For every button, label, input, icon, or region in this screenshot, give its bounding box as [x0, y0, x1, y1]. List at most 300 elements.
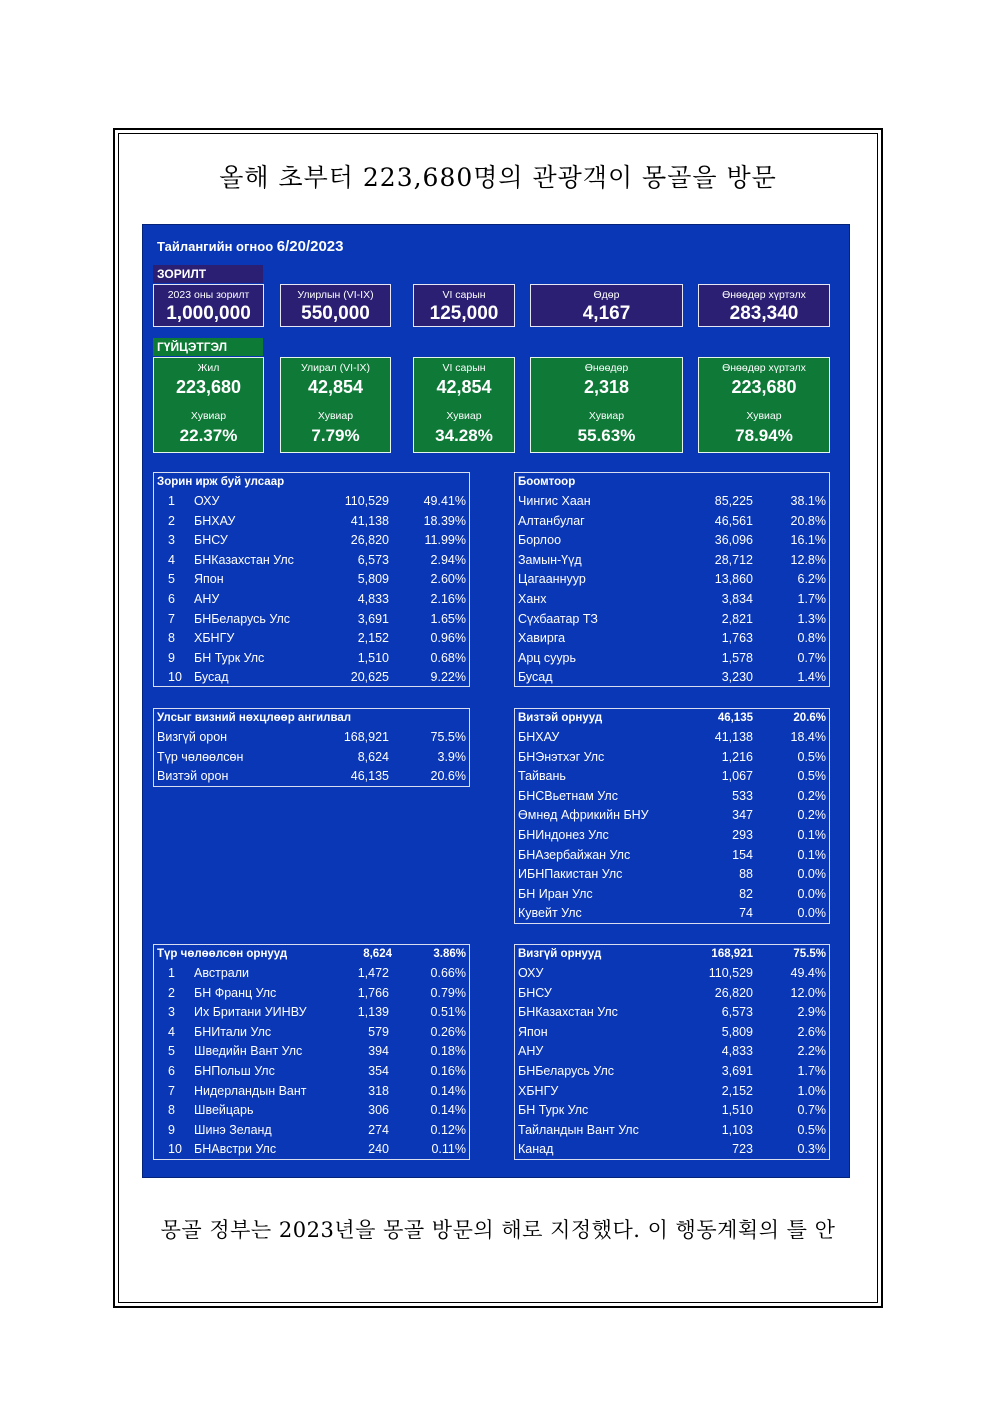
- table-header: [515, 473, 829, 492]
- table-title: Зорин ирж буй улсаар: [157, 476, 285, 488]
- row-value: 4,833: [721, 1044, 753, 1059]
- row-name: Сүхбаатар ТЗ: [518, 611, 598, 626]
- row-pct: 1.65%: [430, 611, 466, 626]
- row-pct: 20.6%: [430, 769, 466, 784]
- table-total: 8,624: [363, 948, 392, 960]
- row-name: Тайландын Вант Улс: [518, 1122, 639, 1137]
- achievement-pct-label: Хувиар: [746, 410, 782, 422]
- row-value: 347: [732, 808, 753, 823]
- achievement-label: Өнөөдөр: [584, 362, 629, 374]
- row-number: 4: [168, 1024, 175, 1039]
- table-row: [515, 551, 829, 571]
- table-row: [515, 846, 829, 866]
- row-pct: 49.4%: [790, 966, 826, 980]
- row-pct: 0.26%: [430, 1024, 466, 1039]
- table-row: [154, 570, 469, 590]
- achievement-pct-label: Хувиар: [588, 410, 625, 422]
- by-country-rows: [154, 492, 469, 688]
- row-name: ИБНПакистан Улс: [518, 867, 623, 882]
- row-name: АНУ: [194, 591, 220, 606]
- row-value: 1,472: [357, 966, 389, 980]
- row-value: 26,820: [350, 533, 389, 548]
- row-pct: 0.18%: [430, 1044, 466, 1059]
- row-value: 26,820: [714, 985, 753, 1000]
- row-pct: 20.8%: [790, 513, 826, 528]
- table-total-pct: 3.86%: [433, 948, 466, 960]
- report-date-label: Тайлангийн огноо: [157, 239, 274, 254]
- row-pct: 2.16%: [430, 591, 466, 606]
- table-header: [515, 709, 829, 728]
- row-number: 8: [168, 1103, 175, 1118]
- achievement-pct-label: Хувиар: [446, 410, 482, 422]
- row-value: 85,225: [714, 494, 753, 508]
- row-pct: 0.11%: [431, 1142, 466, 1157]
- table-row: [154, 984, 469, 1004]
- table-row: [515, 570, 829, 590]
- row-value: 13,860: [714, 572, 753, 587]
- row-pct: 2.6%: [797, 1024, 826, 1039]
- document-title: 올해 초부터 223,680명의 관광객이 몽골을 방문: [219, 163, 777, 192]
- row-pct: 0.7%: [797, 1103, 826, 1118]
- achievement-box-day: [530, 357, 683, 453]
- row-pct: 0.0%: [797, 867, 826, 882]
- table-row: [515, 728, 829, 748]
- row-name: Визгүй орон: [157, 730, 228, 744]
- table-title: Визгүй орнууд: [518, 948, 602, 960]
- table-row: [515, 767, 829, 787]
- achievement-pct: 78.94%: [735, 426, 793, 445]
- table-row: [154, 728, 469, 748]
- row-pct: 1.0%: [797, 1083, 826, 1098]
- row-value: 5,809: [357, 572, 389, 587]
- row-name: Ханх: [518, 591, 547, 606]
- achievement-value: 2,318: [583, 377, 630, 397]
- table-row: [515, 964, 829, 984]
- achievement-pct: 22.37%: [179, 426, 238, 445]
- row-name: БН Турк Улс: [518, 1103, 589, 1118]
- table-header: [154, 945, 469, 964]
- table-row: [154, 590, 469, 610]
- table-row: [154, 1042, 469, 1062]
- achievement-pct: 34.28%: [435, 426, 493, 445]
- table-total: 46,135: [717, 712, 753, 724]
- target-label: Өдөр: [593, 289, 620, 301]
- row-number: 6: [168, 591, 175, 606]
- row-value: 3,834: [721, 591, 753, 606]
- row-pct: 0.14%: [430, 1103, 466, 1118]
- row-number: 5: [168, 572, 175, 587]
- table-row: [515, 668, 829, 688]
- row-pct: 0.5%: [797, 749, 826, 764]
- checkpoints-table: [514, 472, 830, 687]
- row-pct: 0.0%: [797, 906, 826, 921]
- row-name: БНИндонез Улс: [518, 827, 609, 842]
- row-value: 6,573: [357, 552, 389, 567]
- row-number: 2: [168, 985, 175, 1000]
- row-number: 10: [168, 670, 182, 685]
- row-name: Бусад: [518, 670, 553, 685]
- table-row: [515, 649, 829, 669]
- row-name: Визтэй орон: [157, 769, 229, 784]
- row-pct: 0.16%: [430, 1063, 466, 1078]
- row-pct: 0.79%: [430, 985, 466, 1000]
- table-row: [515, 512, 829, 532]
- row-pct: 1.7%: [797, 1063, 826, 1078]
- row-value: 6,573: [721, 1005, 753, 1020]
- row-pct: 0.51%: [430, 1005, 466, 1020]
- row-number: 7: [168, 611, 175, 626]
- table-title: Визтэй орнууд: [518, 712, 603, 724]
- row-value: 1,067: [721, 769, 753, 784]
- row-value: 8,624: [357, 749, 389, 764]
- row-value: 36,096: [714, 533, 753, 548]
- table-header: [154, 473, 469, 492]
- row-name: Япон: [194, 572, 224, 587]
- row-value: 41,138: [350, 513, 389, 528]
- table-header: [154, 709, 469, 728]
- row-value: 46,135: [350, 769, 389, 784]
- table-row: [515, 1062, 829, 1082]
- target-box-season: [280, 284, 391, 327]
- report-date-value: 6/20/2023: [276, 238, 344, 255]
- target-label: Улирлын (VI-IX): [297, 289, 374, 301]
- row-name: БН Турк Улс: [194, 650, 265, 665]
- target-value: 550,000: [301, 303, 370, 324]
- row-value: 154: [732, 847, 753, 862]
- row-pct: 0.0%: [797, 886, 826, 901]
- row-name: Өмнөд Африкийн БНУ: [518, 808, 649, 823]
- table-row: [515, 1042, 829, 1062]
- row-value: 4,833: [357, 591, 389, 606]
- row-name: Япон: [518, 1024, 548, 1039]
- row-value: 533: [732, 788, 753, 803]
- row-name: Шведийн Вант Улс: [194, 1044, 303, 1059]
- table-row: [515, 1121, 829, 1141]
- row-value: 2,152: [721, 1083, 753, 1098]
- row-name: ОХУ: [518, 966, 544, 980]
- table-row: [154, 492, 469, 512]
- row-pct: 0.8%: [797, 631, 826, 646]
- row-name: ХБНГУ: [194, 631, 235, 646]
- table-row: [154, 551, 469, 571]
- achievement-label: Өнөөдөр хүртэлх: [722, 362, 806, 374]
- table-row: [154, 610, 469, 630]
- row-pct: 0.1%: [797, 827, 826, 842]
- row-name: Шинэ Зеланд: [194, 1122, 272, 1137]
- table-row: [515, 1082, 829, 1102]
- row-name: Түр чөлөөлсөн: [157, 749, 244, 764]
- achievement-box-season: [280, 357, 391, 453]
- row-name: БНСВьетнам Улс: [518, 788, 618, 803]
- table-row: [515, 865, 829, 885]
- row-name: АНУ: [518, 1044, 544, 1059]
- row-value: 110,529: [708, 966, 753, 980]
- row-name: Алтанбулаг: [518, 513, 585, 528]
- row-pct: 12.0%: [790, 985, 826, 1000]
- row-value: 5,809: [721, 1024, 753, 1039]
- row-name: Бусад: [194, 670, 229, 685]
- row-value: 110,529: [344, 494, 389, 508]
- row-value: 2,821: [721, 611, 753, 626]
- row-pct: 3.9%: [437, 749, 466, 764]
- row-value: 1,510: [357, 650, 389, 665]
- row-value: 1,766: [357, 985, 389, 1000]
- row-number: 5: [168, 1044, 175, 1059]
- row-value: 88: [739, 867, 753, 882]
- row-name: Чингис Хаан: [518, 494, 591, 508]
- row-value: 74: [739, 906, 753, 921]
- row-value: 3,691: [721, 1063, 753, 1078]
- row-pct: 0.7%: [797, 650, 826, 665]
- row-number: 10: [168, 1142, 182, 1157]
- row-number: 9: [168, 1122, 175, 1137]
- achievement-value: 223,680: [175, 377, 242, 397]
- table-row: [154, 964, 469, 984]
- row-value: 306: [368, 1103, 389, 1118]
- table-title: Улсыг визний нөхцлөөр ангилвал: [157, 712, 352, 724]
- target-box-day: [530, 284, 683, 327]
- row-value: 394: [368, 1044, 389, 1059]
- report-date: [157, 238, 344, 255]
- table-header: [515, 945, 829, 964]
- row-pct: 6.2%: [797, 572, 826, 587]
- target-value: 125,000: [429, 303, 499, 324]
- row-pct: 16.1%: [790, 533, 826, 548]
- row-name: Кувейт Улс: [518, 906, 582, 921]
- table-row: [154, 1101, 469, 1121]
- row-name: ОХУ: [194, 494, 220, 508]
- table-row: [515, 787, 829, 807]
- table-row: [154, 649, 469, 669]
- row-value: 1,139: [357, 1005, 389, 1020]
- table-row: [515, 1140, 829, 1160]
- table-row: [154, 512, 469, 532]
- temp-exempt-table: [153, 944, 470, 1160]
- row-name: БНХАУ: [194, 513, 236, 528]
- row-name: БН Франц Улс: [194, 985, 277, 1000]
- visa-free-table: [514, 944, 830, 1160]
- table-row: [154, 1023, 469, 1043]
- row-number: 1: [168, 494, 175, 508]
- row-number: 9: [168, 650, 175, 665]
- row-value: 3,691: [357, 611, 389, 626]
- table-row: [154, 1082, 469, 1102]
- table-row: [515, 492, 829, 512]
- row-name: БНЭнэтхэг Улс: [518, 749, 605, 764]
- achievement-box-month: [413, 357, 515, 453]
- table-row: [515, 885, 829, 905]
- table-row: [515, 826, 829, 846]
- row-pct: 1.4%: [797, 670, 826, 685]
- row-number: 7: [168, 1083, 175, 1098]
- achievement-pct-label: Хувиар: [317, 410, 354, 422]
- achievement-pct: 7.79%: [311, 426, 360, 445]
- row-pct: 18.4%: [790, 730, 826, 744]
- row-number: 1: [168, 966, 175, 980]
- target-value: 4,167: [582, 303, 631, 324]
- row-number: 6: [168, 1063, 175, 1078]
- row-name: Арц суурь: [518, 650, 576, 665]
- row-value: 28,712: [714, 552, 753, 567]
- row-pct: 0.14%: [430, 1083, 466, 1098]
- row-name: Тайвань: [518, 769, 566, 784]
- visa-regime-table: [153, 708, 470, 787]
- row-name: Швейцарь: [194, 1103, 254, 1118]
- row-pct: 0.12%: [430, 1122, 466, 1137]
- table-row: [154, 1062, 469, 1082]
- row-name: БНБеларусь Улс: [518, 1063, 615, 1078]
- row-pct: 1.3%: [797, 611, 826, 626]
- visa-required-table: [514, 708, 830, 924]
- achievement-label: VI сарын: [442, 362, 486, 374]
- row-number: 2: [168, 513, 175, 528]
- row-pct: 0.96%: [430, 631, 466, 646]
- row-pct: 0.68%: [430, 650, 466, 665]
- target-label: Өнөөдөр хүртэлх: [722, 289, 806, 301]
- row-pct: 2.9%: [797, 1005, 826, 1020]
- row-name: Хавирга: [518, 631, 566, 646]
- row-name: БНСУ: [194, 533, 228, 548]
- target-label: VI сарын: [442, 289, 486, 301]
- row-pct: 0.66%: [430, 966, 466, 980]
- row-name: БНПольш Улс: [194, 1063, 275, 1078]
- row-number: 3: [168, 533, 175, 548]
- row-pct: 0.5%: [797, 1122, 826, 1137]
- table-row: [515, 806, 829, 826]
- table-row: [154, 748, 469, 768]
- tourism-dashboard: [142, 224, 850, 1178]
- target-value: 1,000,000: [166, 303, 251, 324]
- row-value: 318: [368, 1083, 389, 1098]
- row-value: 2,152: [357, 631, 389, 646]
- row-pct: 9.22%: [430, 670, 466, 685]
- target-section-label: ЗОРИЛТ: [153, 265, 263, 283]
- table-row: [515, 984, 829, 1004]
- row-name: БНСУ: [518, 985, 552, 1000]
- table-row: [154, 1140, 469, 1160]
- row-name: БНКазахстан Улс: [194, 552, 294, 567]
- table-row: [515, 610, 829, 630]
- table-row: [515, 1003, 829, 1023]
- table-row: [515, 748, 829, 768]
- row-number: 8: [168, 631, 175, 646]
- table-row: [515, 904, 829, 924]
- row-value: 1,216: [721, 749, 753, 764]
- row-pct: 0.5%: [797, 769, 826, 784]
- row-name: БНИтали Улс: [194, 1024, 272, 1039]
- table-row: [515, 629, 829, 649]
- row-name: БНБеларусь Улс: [194, 611, 291, 626]
- row-number: 4: [168, 552, 175, 567]
- target-box-to-date: [698, 284, 830, 327]
- achievement-value: 223,680: [731, 377, 797, 397]
- document-body-text: 몽골 정부는 2023년을 몽골 방문의 해로 지정했다. 이 행동계획의 틀 안: [160, 1218, 836, 1242]
- row-value: 3,230: [721, 670, 753, 685]
- row-value: 1,103: [721, 1122, 753, 1137]
- row-name: ХБНГУ: [518, 1083, 559, 1098]
- row-pct: 18.39%: [423, 513, 466, 528]
- row-name: Их Британи УИНВУ: [194, 1005, 307, 1020]
- table-total-pct: 75.5%: [793, 948, 826, 960]
- row-name: Борлоо: [518, 533, 562, 548]
- row-name: БН Иран Улс: [518, 886, 593, 901]
- row-pct: 12.8%: [790, 552, 826, 567]
- row-pct: 75.5%: [430, 730, 466, 744]
- row-name: БНХАУ: [518, 730, 560, 744]
- row-name: Нидерландын Вант: [194, 1083, 307, 1098]
- row-pct: 0.3%: [797, 1142, 826, 1157]
- row-pct: 2.94%: [430, 552, 466, 567]
- table-row: [154, 767, 469, 787]
- target-label: 2023 оны зорилт: [167, 289, 250, 301]
- row-pct: 2.2%: [797, 1044, 826, 1059]
- row-pct: 1.7%: [797, 591, 826, 606]
- target-box-year: [153, 284, 264, 327]
- achievement-value: 42,854: [436, 377, 492, 397]
- table-total-pct: 20.6%: [793, 712, 826, 724]
- target-box-month: [413, 284, 515, 327]
- table-row: [154, 668, 469, 688]
- table-total: 168,921: [711, 948, 753, 960]
- row-name: Канад: [518, 1142, 554, 1157]
- achievement-pct-label: Хувиар: [190, 410, 227, 422]
- row-pct: 49.41%: [423, 494, 466, 508]
- row-pct: 0.2%: [797, 788, 826, 803]
- row-value: 46,561: [714, 513, 753, 528]
- row-pct: 0.2%: [797, 808, 826, 823]
- row-value: 82: [739, 886, 753, 901]
- row-value: 1,578: [721, 650, 753, 665]
- row-name: БНКазахстан Улс: [518, 1005, 618, 1020]
- row-value: 354: [368, 1063, 389, 1078]
- row-value: 168,921: [343, 730, 389, 744]
- achievement-value: 42,854: [307, 377, 364, 397]
- table-row: [154, 531, 469, 551]
- row-pct: 38.1%: [790, 494, 826, 508]
- table-row: [515, 1101, 829, 1121]
- row-pct: 11.99%: [424, 533, 466, 548]
- table-title: Түр чөлөөлсөн орнууд: [157, 948, 288, 960]
- row-pct: 2.60%: [430, 572, 466, 587]
- row-value: 293: [732, 827, 753, 842]
- row-value: 240: [368, 1142, 389, 1157]
- achievement-pct: 55.63%: [577, 426, 636, 445]
- target-value: 283,340: [729, 303, 799, 324]
- row-name: Замын-Үүд: [518, 552, 582, 567]
- row-value: 20,625: [350, 670, 389, 685]
- row-name: БНАвстри Улс: [194, 1142, 277, 1157]
- row-value: 1,510: [721, 1103, 753, 1118]
- row-value: 274: [368, 1122, 389, 1137]
- achievement-box-to-date: [698, 357, 830, 453]
- row-name: БНАзербайжан Улс: [518, 847, 631, 862]
- by-country-table: [153, 472, 470, 687]
- row-number: 3: [168, 1005, 175, 1020]
- row-value: 1,763: [721, 631, 753, 646]
- table-row: [154, 629, 469, 649]
- achievement-section-label: ГҮЙЦЭТГЭЛ: [153, 338, 263, 356]
- achievement-label: Улирал (VI-IX): [300, 362, 370, 374]
- row-name: Австрали: [194, 966, 249, 980]
- table-title: Боомтоор: [518, 476, 576, 488]
- table-row: [515, 531, 829, 551]
- table-row: [515, 590, 829, 610]
- row-name: Цагааннуур: [518, 572, 586, 587]
- achievement-box-year: [153, 357, 264, 453]
- row-value: 41,138: [714, 730, 753, 744]
- table-row: [515, 1023, 829, 1043]
- table-row: [154, 1121, 469, 1141]
